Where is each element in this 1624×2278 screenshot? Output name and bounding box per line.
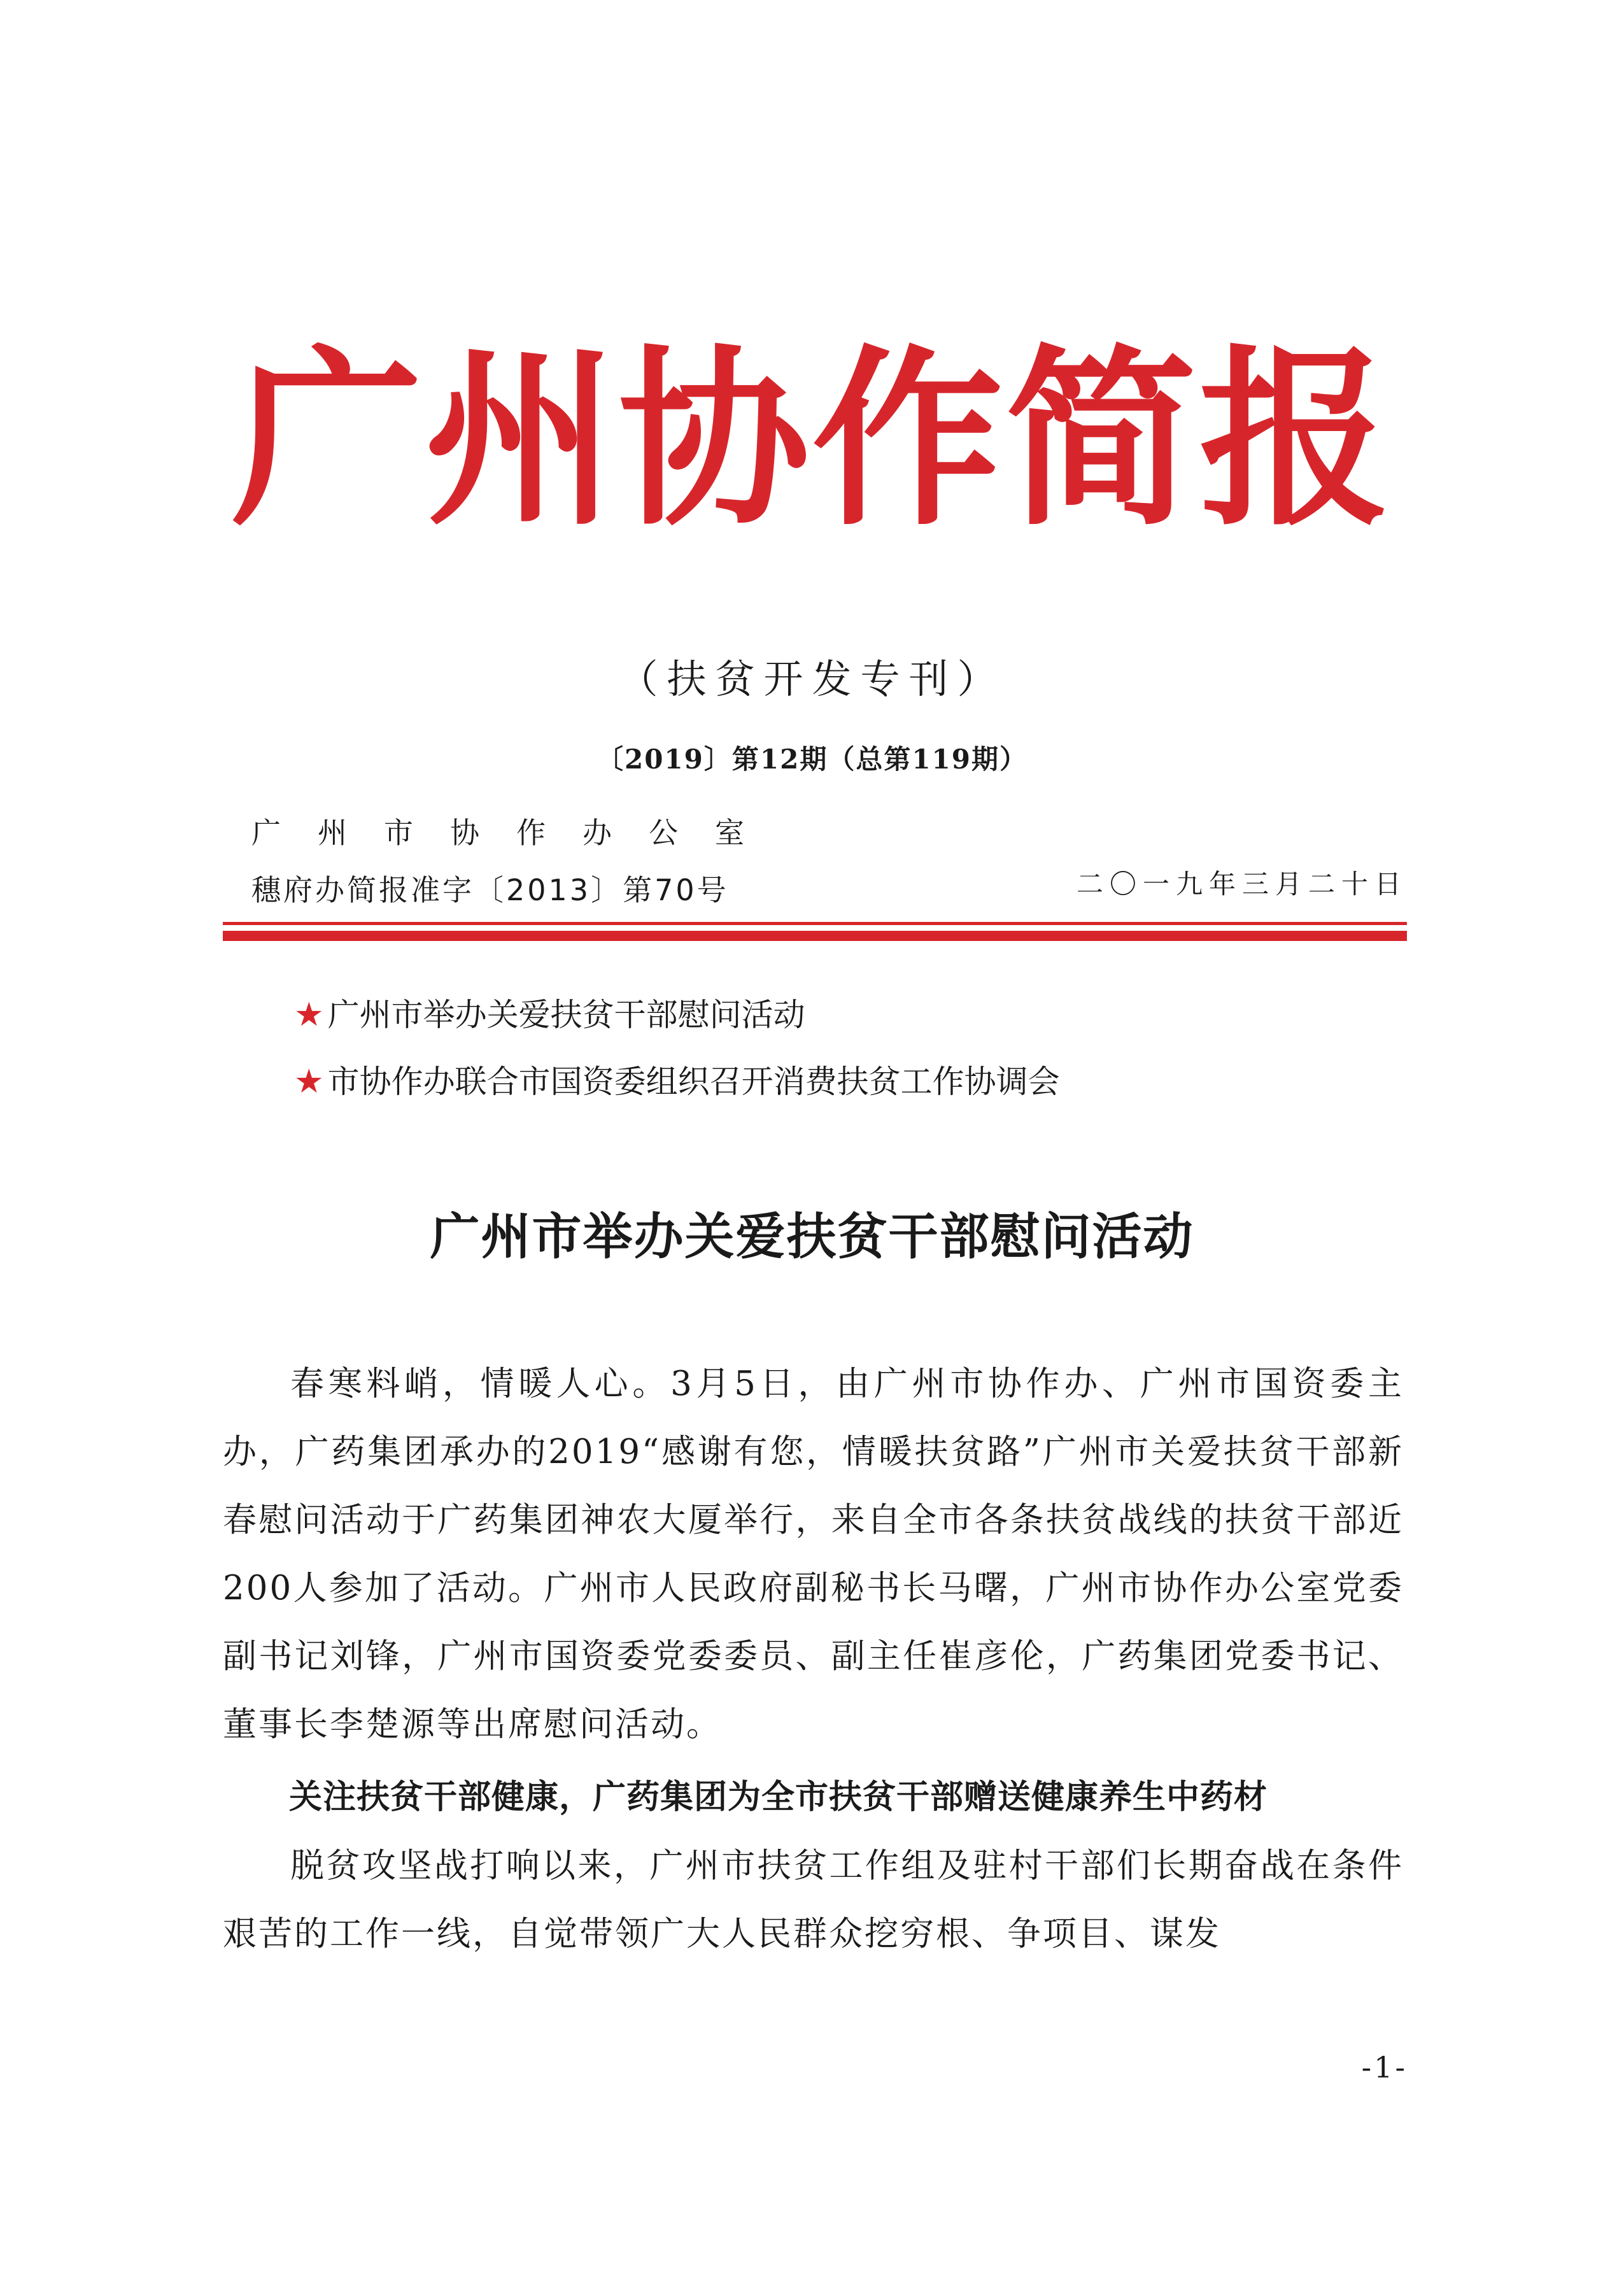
article-headline: 广州市举办关爱扶贫干部慰问活动 [430,1208,1194,1266]
article-paragraph: 春寒料峭，情暖人心。3月5日，由广州市协作办、广州市国资委主办，广药集团承办的2019“感谢有您，情暖扶贫路”广州市关爱扶贫干部新春慰问活动于广药集团神农大厦举行，来自全市各条扶贫战线的扶贫干部近200人参加了活动。广州市人民政府副秘书长马曙，广州市协作办公室党委副书记刘锋，广州市国资委党委委员、副主任崔彦伦，广药集团党委书记、董事长李楚源等出席慰问活动。 [223,1364,1404,1744]
star-icon: ★ [294,1063,324,1101]
issuing-organization: 广州市协作办公室 [251,816,781,850]
table-of-contents [294,989,1060,1123]
article-body [223,1350,1404,1968]
masthead-subtitle: （扶贫开发专刊） [618,656,1006,702]
toc-item [294,1056,1060,1123]
article-paragraph: 脱贫攻坚战打响以来，广州市扶贫工作组及驻村干部们长期奋战在条件艰苦的工作一线，自觉带领广大人民群众挖穷根、争项目、谋发 [223,1846,1404,1953]
page-number: -1- [1361,2050,1408,2084]
toc-item-label: 市协作办联合市国资委组织召开消费扶贫工作协调会 [327,1063,1060,1100]
toc-item [294,989,1060,1056]
star-icon: ★ [294,996,324,1034]
header-divider-thick [223,931,1407,941]
masthead-title: 广州协作简报 [231,327,1393,551]
issue-number: 〔2019〕第12期（总第119期） [596,744,1027,775]
toc-item-label: 广州市举办关爱扶贫干部慰问活动 [327,996,805,1033]
approval-number: 穗府办简报准字〔2013〕第70号 [251,873,729,907]
article-subheading: 关注扶贫干部健康，广药集团为全市扶贫干部赠送健康养生中药材 [289,1778,1268,1816]
header-divider-thin [223,922,1407,925]
issue-date: 二〇一九年三月二十日 [1076,868,1408,900]
